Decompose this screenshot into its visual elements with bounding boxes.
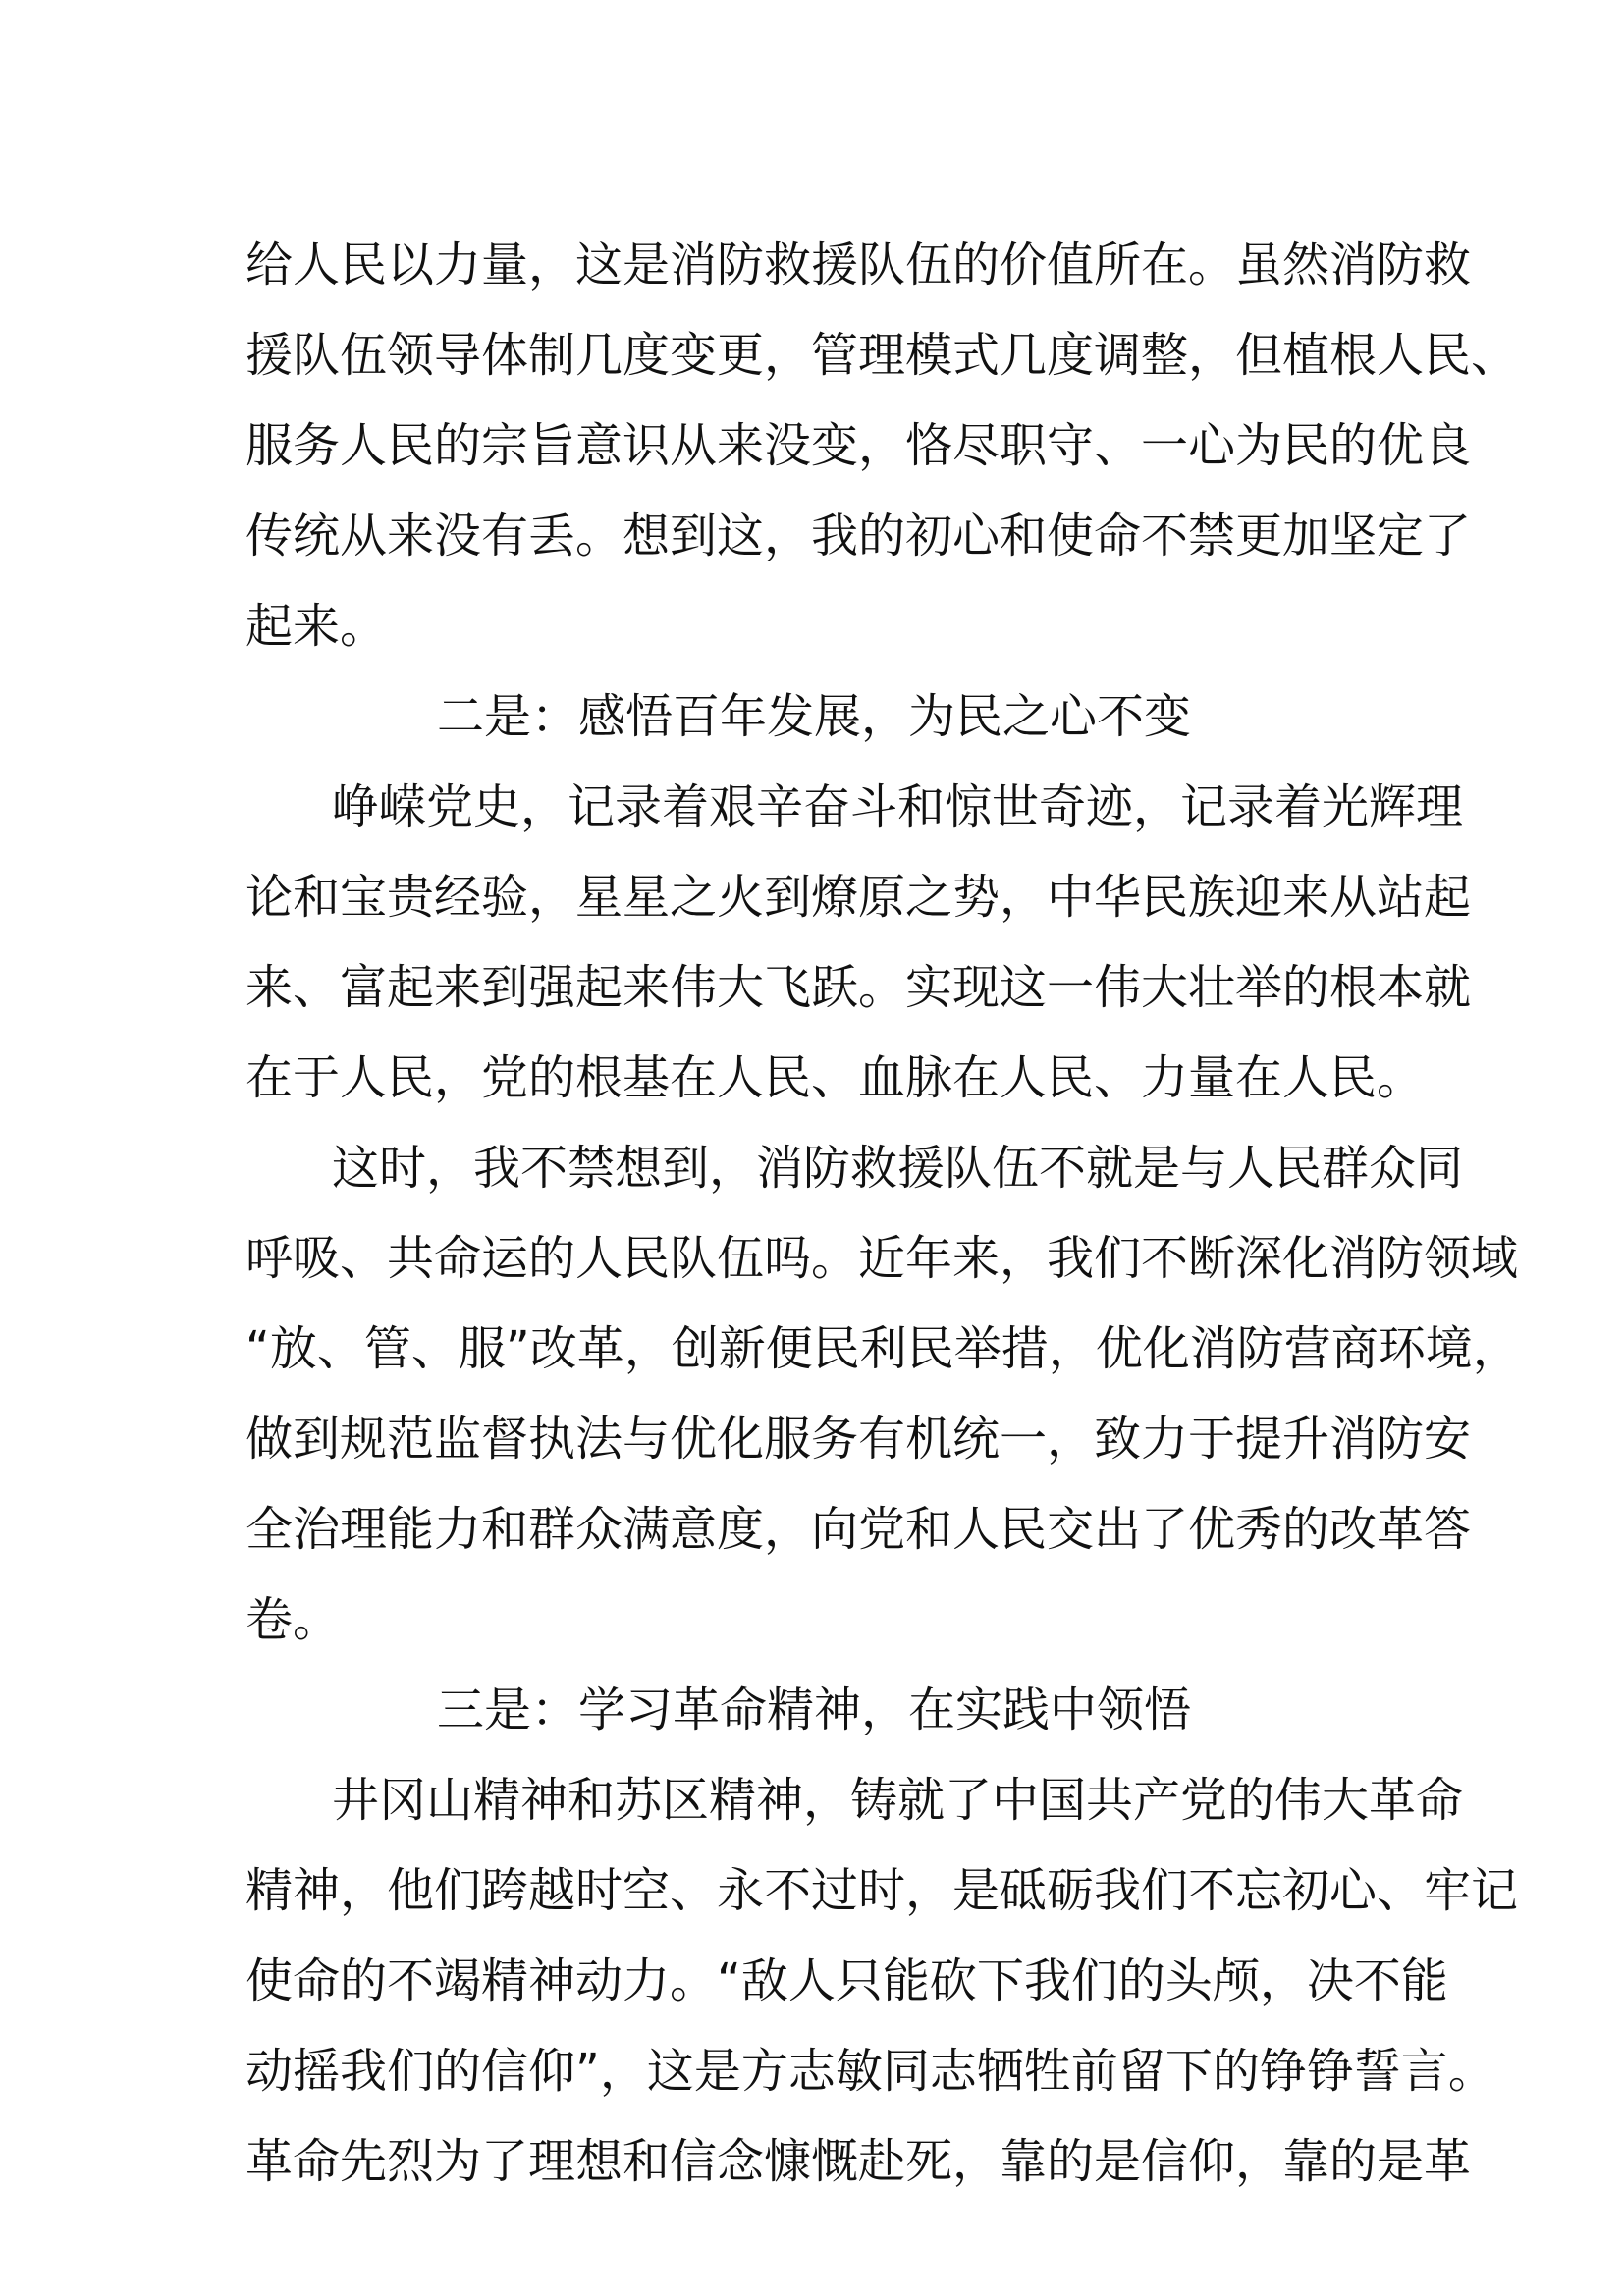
paragraph-line: 全治理能力和群众满意度，向党和人民交出了优秀的改革答	[245, 1502, 1472, 1557]
section-heading-2: 二是：感悟百年发展，为民之心不变	[436, 689, 1191, 744]
section-heading-3: 三是：学习革命精神，在实践中领悟	[436, 1682, 1191, 1737]
paragraph-line: 论和宝贵经验，星星之火到燎原之势，中华民族迎来从站起	[245, 870, 1472, 925]
paragraph-line: 这时，我不禁想到，消防救援队伍不就是与人民群众同	[332, 1141, 1464, 1196]
paragraph-line: 在于人民，党的根基在人民、血脉在人民、力量在人民。	[245, 1050, 1425, 1105]
paragraph-line: 给人民以力量，这是消防救援队伍的价值所在。虽然消防救	[245, 238, 1472, 293]
paragraph-line: 井冈山精神和苏区精神，铸就了中国共产党的伟大革命	[332, 1773, 1464, 1828]
paragraph-line: 传统从来没有丢。想到这，我的初心和使命不禁更加坚定了	[245, 508, 1472, 563]
paragraph-line: 起来。	[245, 599, 388, 654]
paragraph-line: 援队伍领导体制几度变更，管理模式几度调整，但植根人民、	[245, 328, 1519, 383]
paragraph-line: 卷。	[245, 1592, 341, 1647]
paragraph-line: 来、富起来到强起来伟大飞跃。实现这一伟大壮举的根本就	[245, 960, 1472, 1015]
paragraph-line: 峥嵘党史，记录着艰辛奋斗和惊世奇迹，记录着光辉理	[332, 779, 1464, 834]
paragraph-line: 使命的不竭精神动力。“敌人只能砍下我们的头颅，决不能	[245, 1953, 1448, 2008]
paragraph-line: 做到规范监督执法与优化服务有机统一，致力于提升消防安	[245, 1412, 1472, 1467]
paragraph-line: 精神，他们跨越时空、永不过时，是砥砺我们不忘初心、牢记	[245, 1863, 1519, 1918]
paragraph-line: “放、管、服”改革，创新便民利民举措，优化消防营商环境，	[245, 1321, 1520, 1376]
paragraph-line: 革命先烈为了理想和信念慷慨赴死，靠的是信仰，靠的是革	[245, 2134, 1472, 2189]
paragraph-line: 服务人民的宗旨意识从来没变，恪尽职守、一心为民的优良	[245, 418, 1472, 473]
document-body	[245, 226, 1520, 2213]
paragraph-line: 动摇我们的信仰”，这是方志敏同志牺牲前留下的铮铮誓言。	[245, 2044, 1495, 2099]
paragraph-line: 呼吸、共命运的人民队伍吗。近年来，我们不断深化消防领域	[245, 1231, 1519, 1286]
